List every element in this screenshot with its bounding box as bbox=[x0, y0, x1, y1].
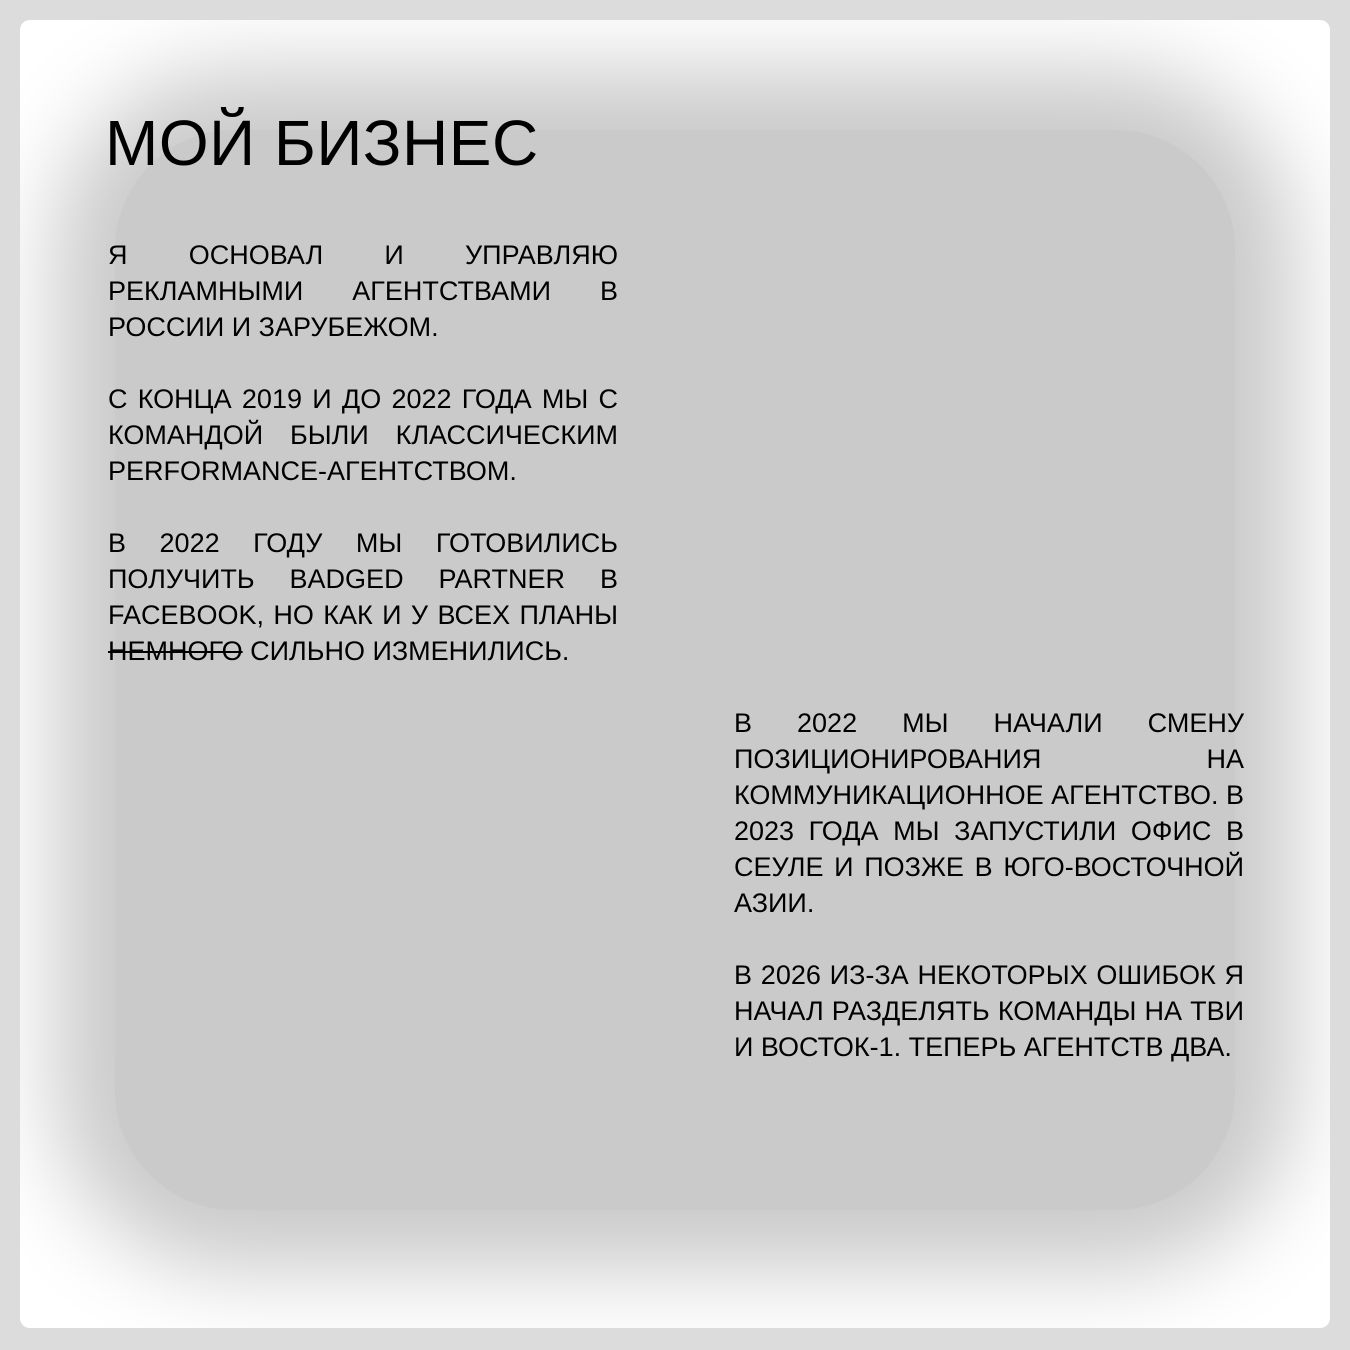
paragraph-badged-partner-start: В 2022 ГОДУ МЫ ГОТОВИЛИСЬ ПОЛУЧИТЬ BADGED PARTNER В FACEBOOK, НО КАК И У ВСЕХ ПЛАНЫ bbox=[108, 528, 618, 630]
struck-word: НЕМНОГО bbox=[108, 636, 243, 666]
left-text-column bbox=[108, 237, 618, 705]
slide-card bbox=[20, 20, 1330, 1328]
paragraph-performance: С КОНЦА 2019 И ДО 2022 ГОДА МЫ С КОМАНДОЙ БЫЛИ КЛАССИЧЕСКИМ PERFORMANCE-АГЕНТСТВОМ. bbox=[108, 384, 618, 486]
right-text-column bbox=[734, 705, 1244, 1101]
page-title: МОЙ БИЗНЕС bbox=[105, 107, 539, 179]
paragraph-founded: Я ОСНОВАЛ И УПРАВЛЯЮ РЕКЛАМНЫМИ АГЕНТСТВАМИ В РОССИИ И ЗАРУБЕЖОМ. bbox=[108, 240, 618, 342]
paragraph-badged-partner bbox=[108, 525, 618, 669]
paragraph-badged-partner-end: СИЛЬНО ИЗМЕНИЛИСЬ. bbox=[250, 636, 570, 666]
paragraph-repositioning: В 2022 МЫ НАЧАЛИ СМЕНУ ПОЗИЦИОНИРОВАНИЯ НА КОММУНИКАЦИОННОЕ АГЕНТСТВО. В 2023 ГОДА МЫ ЗАПУСТИЛИ ОФИС В СЕУЛЕ И ПОЗЖЕ В ЮГО-ВОСТОЧНОЙ АЗИИ. bbox=[734, 708, 1244, 918]
paragraph-split-teams: В 2026 ИЗ-ЗА НЕКОТОРЫХ ОШИБОК Я НАЧАЛ РАЗДЕЛЯТЬ КОМАНДЫ НА ТВИ И ВОСТОК-1. ТЕПЕРЬ АГЕНТСТВ ДВА. bbox=[734, 960, 1244, 1062]
